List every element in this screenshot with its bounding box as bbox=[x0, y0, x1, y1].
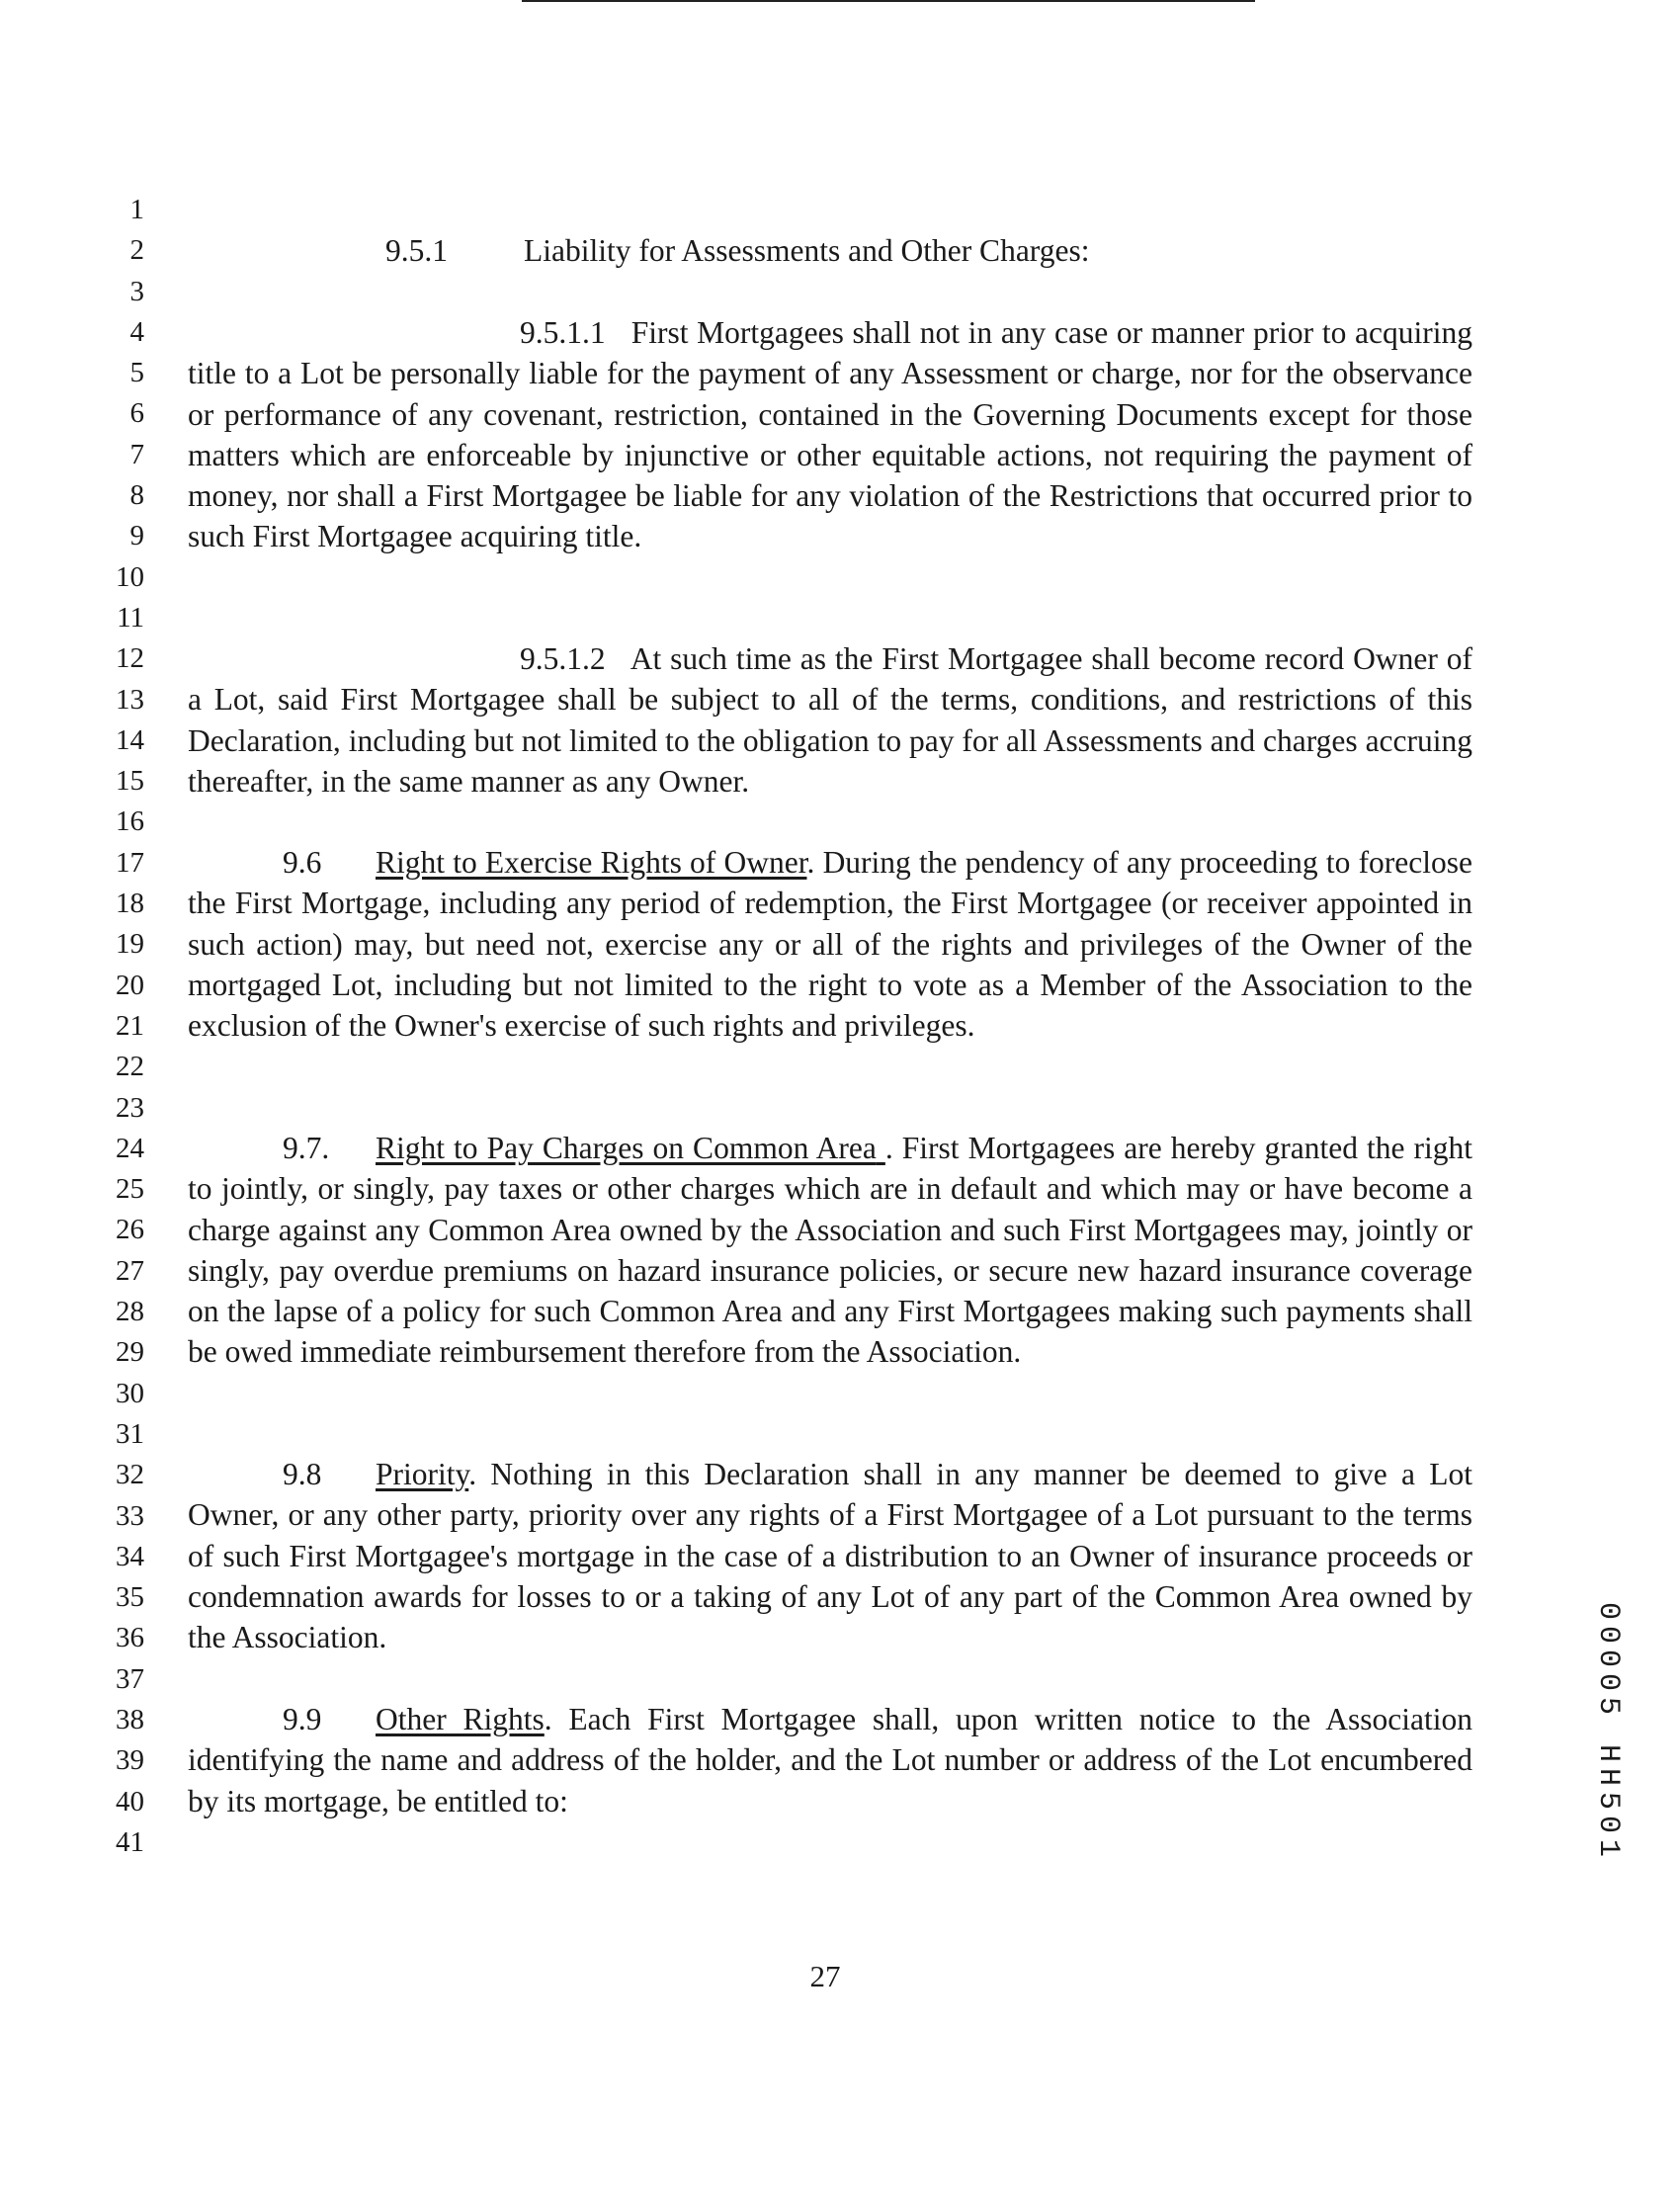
line-number: 22 bbox=[116, 1051, 144, 1083]
line-number: 11 bbox=[117, 601, 144, 634]
line-number: 13 bbox=[116, 683, 144, 716]
line-number: 6 bbox=[129, 397, 144, 430]
line-number: 12 bbox=[116, 642, 144, 675]
line-number: 32 bbox=[116, 1459, 144, 1491]
line-number: 23 bbox=[116, 1091, 144, 1124]
section-text: During the pendency of any proceeding to foreclose the First Mortgage, including any period of redemption, the First Mortgagee (or receiver appointed in such action) may, but need not, exercise any or all of the rights and privileges of the Owner of the mortgaged Lot, including but not limited to the right to vote as a Member of the Association to the exclusion of the Owner's exercise of such rights and privileges. bbox=[188, 845, 1473, 1044]
section-number: 9.6 bbox=[283, 845, 322, 880]
section-9-9: 9.9 Other Rights. Each First Mortgagee shall, upon written notice to the Association identifying the name and address of the holder, and the Lot number or address of the Lot encumbered by its mortgage, be entitled to: bbox=[188, 1699, 1472, 1821]
section-9-5-1-1 bbox=[188, 312, 1472, 557]
line-number: 40 bbox=[116, 1785, 144, 1818]
line-number: 5 bbox=[129, 357, 144, 389]
line-number: 1 bbox=[129, 194, 144, 225]
section-9-8: 9.8 Priority. Nothing in this Declaration shall in any manner be deemed to give a Lot Owner, or any other party, priority over any rights of a First Mortgagee of a Lot pursuant to the terms of such First Mortgagee's mortgage in the case of a distribution to an Owner of insurance proceeds or condemnation awards for losses to or a taking of any Lot of any part of the Common Area owned by the Association. bbox=[188, 1454, 1472, 1657]
section-text: At such time as the First Mortgagee shall become record Owner of a Lot, said First Mortgagee shall be subject to all of the terms, conditions, and restrictions of this Declaration, including but not limited to the obligation to pay for all Assessments and charges accruing thereafter, in the same manner as any Owner. bbox=[188, 641, 1472, 799]
section-title: Priority bbox=[376, 1457, 469, 1491]
line-number: 26 bbox=[116, 1214, 144, 1246]
line-number: 30 bbox=[116, 1377, 144, 1409]
section-9-5-1-2 bbox=[188, 638, 1472, 802]
section-text: First Mortgagees shall not in any case or manner prior to acquiring title to a Lot be personally liable for the payment of any Assessment or charge, nor for the observance or performance of any covenant, restriction, contained in the Governing Documents except for those matters which are enforceable by injunctive or other equitable actions, not requiring the payment of money, nor shall a First Mortgagee be liable for any violation of the Restrictions that occurred prior to such First Mortgagee acquiring title. bbox=[188, 315, 1472, 554]
section-title: Other Rights bbox=[376, 1702, 545, 1736]
section-number: 9.8 bbox=[283, 1457, 322, 1491]
line-number: 7 bbox=[129, 438, 144, 470]
line-number: 31 bbox=[116, 1417, 144, 1450]
section-heading: Liability for Assessments and Other Charges: bbox=[524, 233, 1090, 268]
top-rule bbox=[522, 0, 1255, 2]
section-9-6: 9.6 Right to Exercise Rights of Owner. During the pendency of any proceeding to foreclose the First Mortgage, including any period of redemption, the First Mortgagee (or receiver appointed in such action) may, but need not, exercise any or all of the rights and privileges of the Owner of the mortgaged Lot, including but not limited to the right to vote as a Member of the Association to the exclusion of the Owner's exercise of such rights and privileges. bbox=[188, 842, 1472, 1046]
line-number: 17 bbox=[116, 846, 144, 879]
section-9-7: 9.7. Right to Pay Charges on Common Area . First Mortgagees are hereby granted the right to jointly, or singly, pay taxes or other charges which are in default and which may or have become a charge against any Common Area owned by the Association and such First Mortgagees may, jointly or singly, pay overdue premiums on hazard insurance policies, or secure new hazard insurance coverage on the lapse of a policy for such Common Area and any First Mortgagees making such payments shall be owed immediate reimbursement therefore from the Association. bbox=[188, 1128, 1472, 1373]
line-number: 37 bbox=[116, 1662, 144, 1695]
line-number: 4 bbox=[129, 315, 144, 348]
page-number: 27 bbox=[809, 1959, 841, 1993]
section-number: 9.5.1.2 bbox=[520, 641, 606, 676]
line-number: 16 bbox=[116, 805, 144, 838]
line-number: 35 bbox=[116, 1581, 144, 1614]
line-number: 21 bbox=[116, 1009, 144, 1042]
line-number: 36 bbox=[116, 1622, 144, 1654]
side-stamp bbox=[1573, 1589, 1642, 1876]
section-text: Each First Mortgagee shall, upon written notice to the Association identifying the name and address of the holder, and the Lot number or address of the Lot encumbered by its mortgage, be entitled to: bbox=[188, 1702, 1472, 1818]
section-title: Right to Pay Charges on Common Area bbox=[376, 1131, 877, 1165]
line-number: 34 bbox=[116, 1540, 144, 1572]
line-number: 33 bbox=[116, 1499, 144, 1532]
section-number: 9.5.1 bbox=[385, 233, 448, 268]
section-text: First Mortgagees are hereby granted the right to jointly, or singly, pay taxes or other charges which are in default and which may or have become a charge against any Common Area owned by the Association and such First Mortgagees may, jointly or singly, pay overdue premiums on hazard insurance policies, or secure new hazard insurance coverage on the lapse of a policy for such Common Area and any First Mortgagees making such payments shall be owed immediate reimbursement therefore from the Association. bbox=[188, 1131, 1472, 1370]
line-number: 15 bbox=[116, 765, 144, 798]
line-number: 38 bbox=[116, 1703, 144, 1735]
section-text: Nothing in this Declaration shall in any manner be deemed to give a Lot Owner, or any other party, priority over any rights of a First Mortgagee of a Lot pursuant to the terms of such First Mortgagee's mortgage in the case of a distribution to an Owner of insurance proceeds or condemnation awards for losses to or a taking of any Lot of any part of the Common Area owned by the Association. bbox=[188, 1457, 1473, 1655]
line-number: 28 bbox=[116, 1296, 144, 1328]
section-number: 9.5.1.1 bbox=[520, 315, 606, 350]
stamp-text: 00005 HH501 bbox=[1591, 1601, 1625, 1864]
line-number: 39 bbox=[116, 1744, 144, 1777]
line-number: 2 bbox=[129, 234, 144, 267]
line-number: 19 bbox=[116, 928, 144, 961]
line-number: 8 bbox=[129, 479, 144, 512]
line-number: 41 bbox=[116, 1825, 144, 1858]
line-numbers bbox=[97, 190, 144, 1863]
line-number: 24 bbox=[116, 1132, 144, 1164]
section-title: Right to Exercise Rights of Owner bbox=[376, 845, 807, 880]
section-9-5-1 bbox=[385, 230, 1089, 271]
line-number: 27 bbox=[116, 1254, 144, 1287]
line-number: 3 bbox=[129, 275, 144, 307]
line-number: 29 bbox=[116, 1336, 144, 1369]
section-number: 9.7. bbox=[283, 1131, 330, 1165]
line-number: 25 bbox=[116, 1173, 144, 1206]
line-number: 18 bbox=[116, 888, 144, 920]
line-number: 20 bbox=[116, 969, 144, 1001]
line-number: 10 bbox=[116, 560, 144, 593]
line-number: 14 bbox=[116, 723, 144, 756]
line-number: 9 bbox=[129, 520, 144, 552]
section-number: 9.9 bbox=[283, 1702, 322, 1736]
